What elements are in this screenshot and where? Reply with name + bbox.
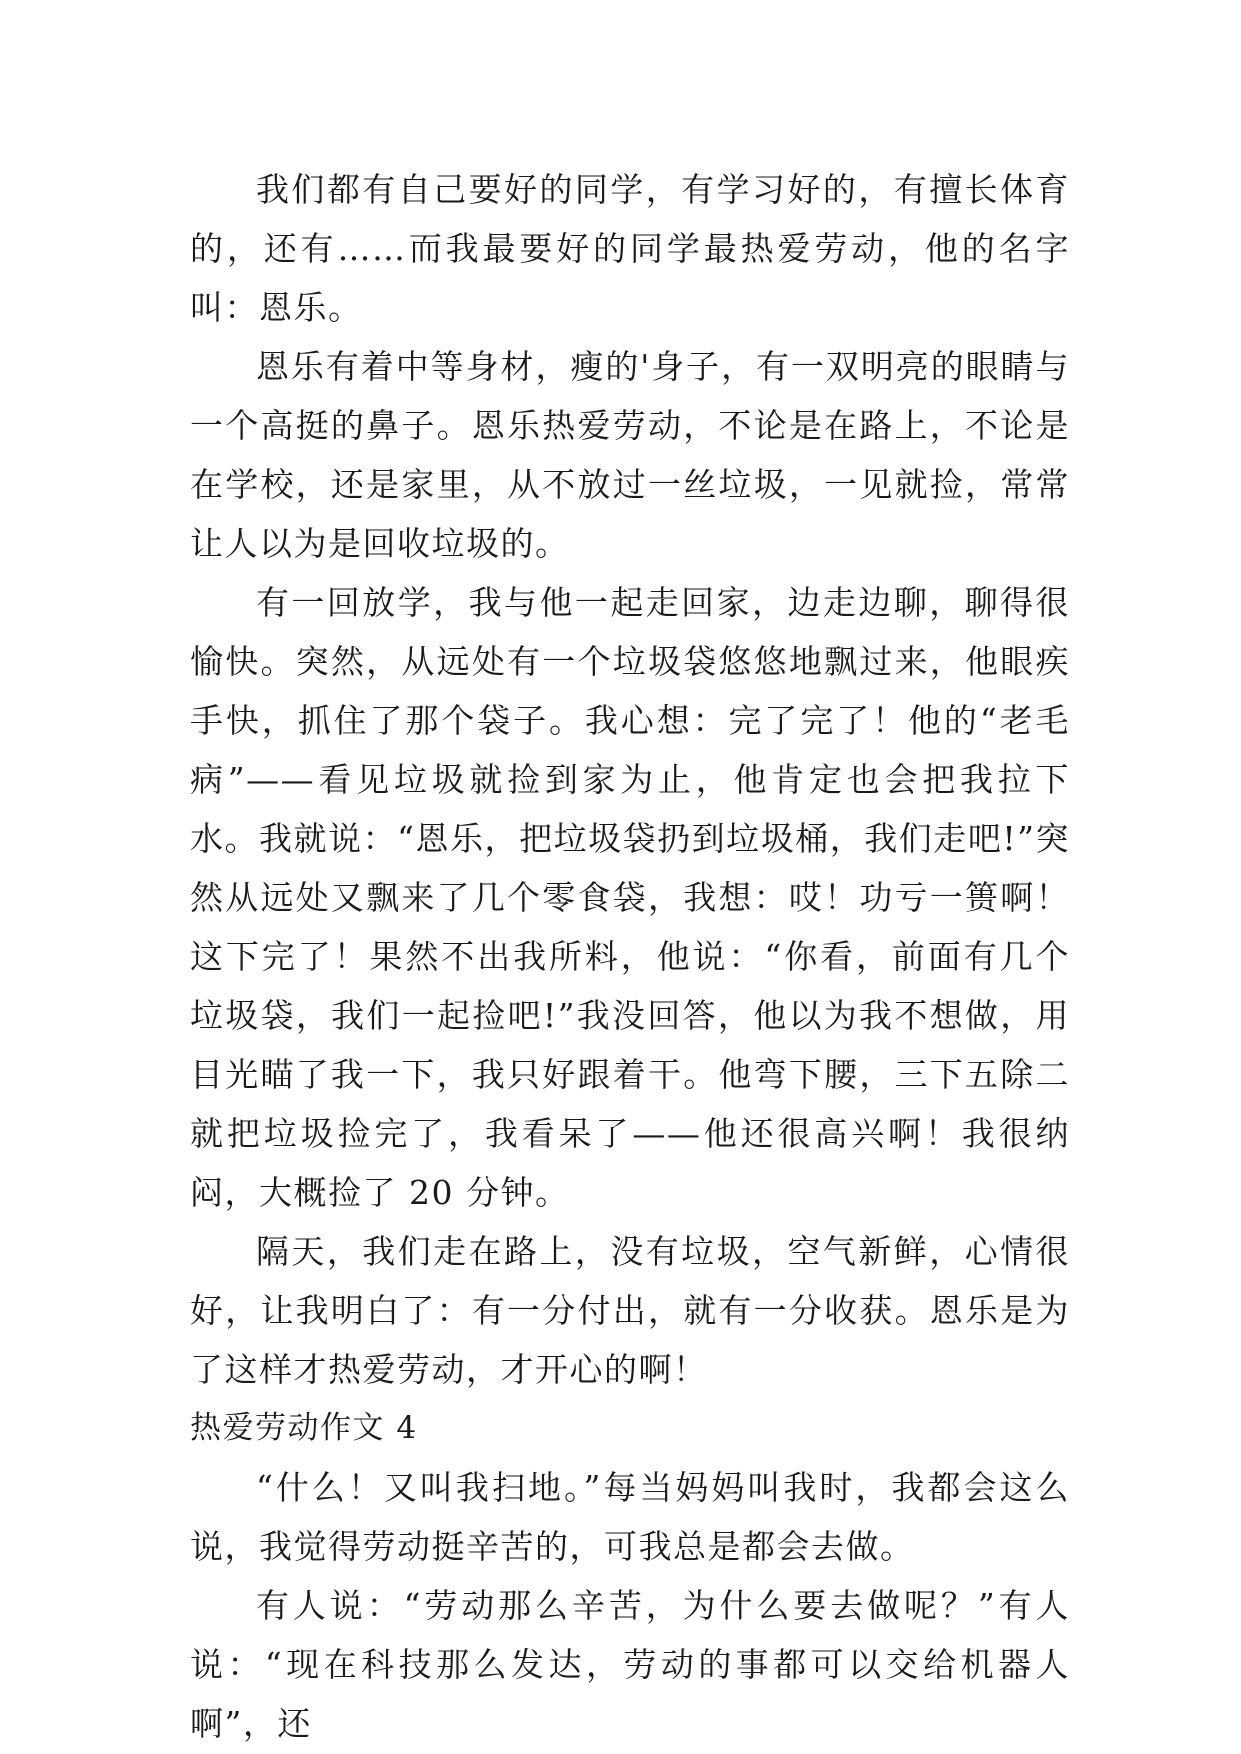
- paragraph-6: 有人说：“劳动那么辛苦，为什么要去做呢？”有人说：“现在科技那么发达，劳动的事都可以交给机器人啊”，还: [190, 1586, 1070, 1743]
- paragraph-2: 恩乐有着中等身材，瘦的'身子，有一双明亮的眼睛与一个高挺的鼻子。恩乐热爱劳动，不论是在路上，不论是在学校，还是家里，从不放过一丝垃圾，一见就捡，常常让人以为是回收垃圾的。: [190, 347, 1070, 563]
- paragraph-3: 有一回放学，我与他一起走回家，边走边聊，聊得很愉快。突然，从远处有一个垃圾袋悠悠地飘过来，他眼疾手快，抓住了那个袋子。我心想：完了完了！他的“老毛病”——看见垃圾就捡到家为止，他肯定也会把我拉下水。我就说：“恩乐，把垃圾袋扔到垃圾桶，我们走吧!”突然从远处又飘来了几个零食袋，我想：哎！功亏一篑啊！这下完了！果然不出我所料，他说：“你看，前面有几个垃圾袋，我们一起捡吧!”我没回答，他以为我不想做，用目光瞄了我一下，我只好跟着干。他弯下腰，三下五除二就把垃圾捡完了，我看呆了——他还很高兴啊！我很纳闷，大概捡了 20 分钟。: [190, 583, 1070, 1212]
- paragraph-4: 隔天，我们走在路上，没有垃圾，空气新鲜，心情很好，让我明白了：有一分付出，就有一分收获。恩乐是为了这样才热爱劳动，才开心的啊！: [190, 1232, 1070, 1389]
- document-body: [190, 160, 1070, 1753]
- paragraph-5: “什么！又叫我扫地。”每当妈妈叫我时，我都会这么说，我觉得劳动挺辛苦的，可我总是都会去做。: [190, 1468, 1070, 1566]
- paragraph-1: 我们都有自己要好的同学，有学习好的，有擅长体育的，还有……而我最要好的同学最热爱劳动，他的名字叫：恩乐。: [190, 170, 1070, 327]
- section-heading: 热爱劳动作文 4: [190, 1410, 418, 1446]
